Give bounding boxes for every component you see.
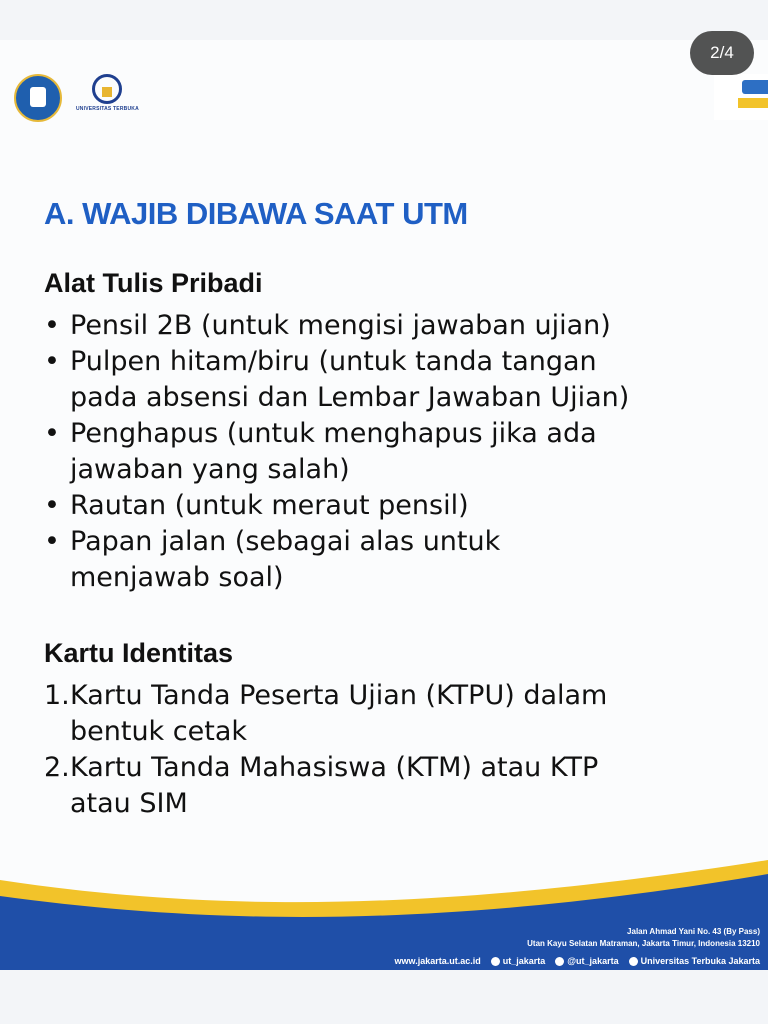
list-item — [44, 344, 759, 416]
number-marker: 2. — [44, 752, 70, 783]
government-emblem-logo — [14, 74, 62, 122]
footer-contact — [395, 926, 760, 966]
list-item — [44, 750, 759, 822]
bullet-marker: • — [44, 526, 60, 557]
footer-address-line: Jalan Ahmad Yani No. 43 (By Pass) — [627, 926, 760, 936]
list-item-line: pada absensi dan Lembar Jawaban Ujian) — [70, 382, 630, 413]
footer — [0, 840, 768, 970]
list-item-line: Pulpen hitam/biru (untuk tanda tangan — [70, 346, 597, 377]
list-item — [44, 678, 759, 750]
bullet-marker: • — [44, 346, 60, 377]
list-item — [44, 524, 759, 596]
presentation-slide — [0, 40, 768, 970]
facebook-name: Universitas Terbuka Jakarta — [640, 955, 760, 966]
list-item-line: Penghapus (untuk menghapus jika ada — [70, 418, 597, 449]
alat-tulis-heading: Alat Tulis Pribadi — [44, 268, 263, 298]
bullet-marker: • — [44, 310, 60, 341]
list-item — [44, 488, 759, 524]
section-title: A. WAJIB DIBAWA SAAT UTM — [44, 196, 468, 231]
list-item — [44, 416, 759, 488]
facebook-link[interactable] — [629, 956, 760, 966]
list-item-line: atau SIM — [70, 788, 188, 819]
website-link[interactable]: www.jakarta.ut.ac.id — [394, 955, 481, 966]
ut-mark-icon — [92, 74, 122, 104]
list-item-line: Kartu Tanda Peserta Ujian (KTPU) dalam — [70, 680, 608, 711]
facebook-icon — [629, 957, 638, 966]
twitter-icon — [555, 957, 564, 966]
list-item-line: menjawab soal) — [70, 562, 284, 593]
twitter-handle: @ut_jakarta — [567, 955, 619, 966]
university-name: UNIVERSITAS TERBUKA — [76, 106, 139, 112]
number-marker: 1. — [44, 680, 70, 711]
list-item-line: Kartu Tanda Mahasiswa (KTM) atau KTP — [70, 752, 599, 783]
bullet-marker: • — [44, 490, 60, 521]
instagram-icon — [491, 957, 500, 966]
social-links — [395, 956, 760, 966]
logo-area — [14, 74, 139, 122]
list-item-line: Papan jalan (sebagai alas untuk — [70, 526, 501, 557]
kartu-identitas-heading: Kartu Identitas — [44, 638, 234, 668]
instagram-link[interactable] — [491, 956, 546, 966]
page-indicator-badge: 2/4 — [690, 31, 754, 75]
instagram-handle: ut_jakarta — [502, 955, 546, 966]
list-item — [44, 308, 759, 344]
list-item-line: bentuk cetak — [70, 716, 248, 747]
footer-address-line: Utan Kayu Selatan Matraman, Jakarta Timur, Indonesia 13210 — [527, 938, 760, 948]
bullet-marker: • — [44, 418, 60, 449]
list-item-line: Pensil 2B (untuk mengisi jawaban ujian) — [70, 310, 611, 341]
ut-logo — [76, 74, 139, 112]
twitter-link[interactable] — [555, 956, 618, 966]
list-item-line: Rautan (untuk meraut pensil) — [70, 490, 469, 521]
brand-corner-logo — [714, 74, 768, 120]
alat-tulis-list — [44, 308, 759, 596]
list-item-line: jawaban yang salah) — [70, 454, 350, 485]
kartu-identitas-list — [44, 678, 759, 822]
